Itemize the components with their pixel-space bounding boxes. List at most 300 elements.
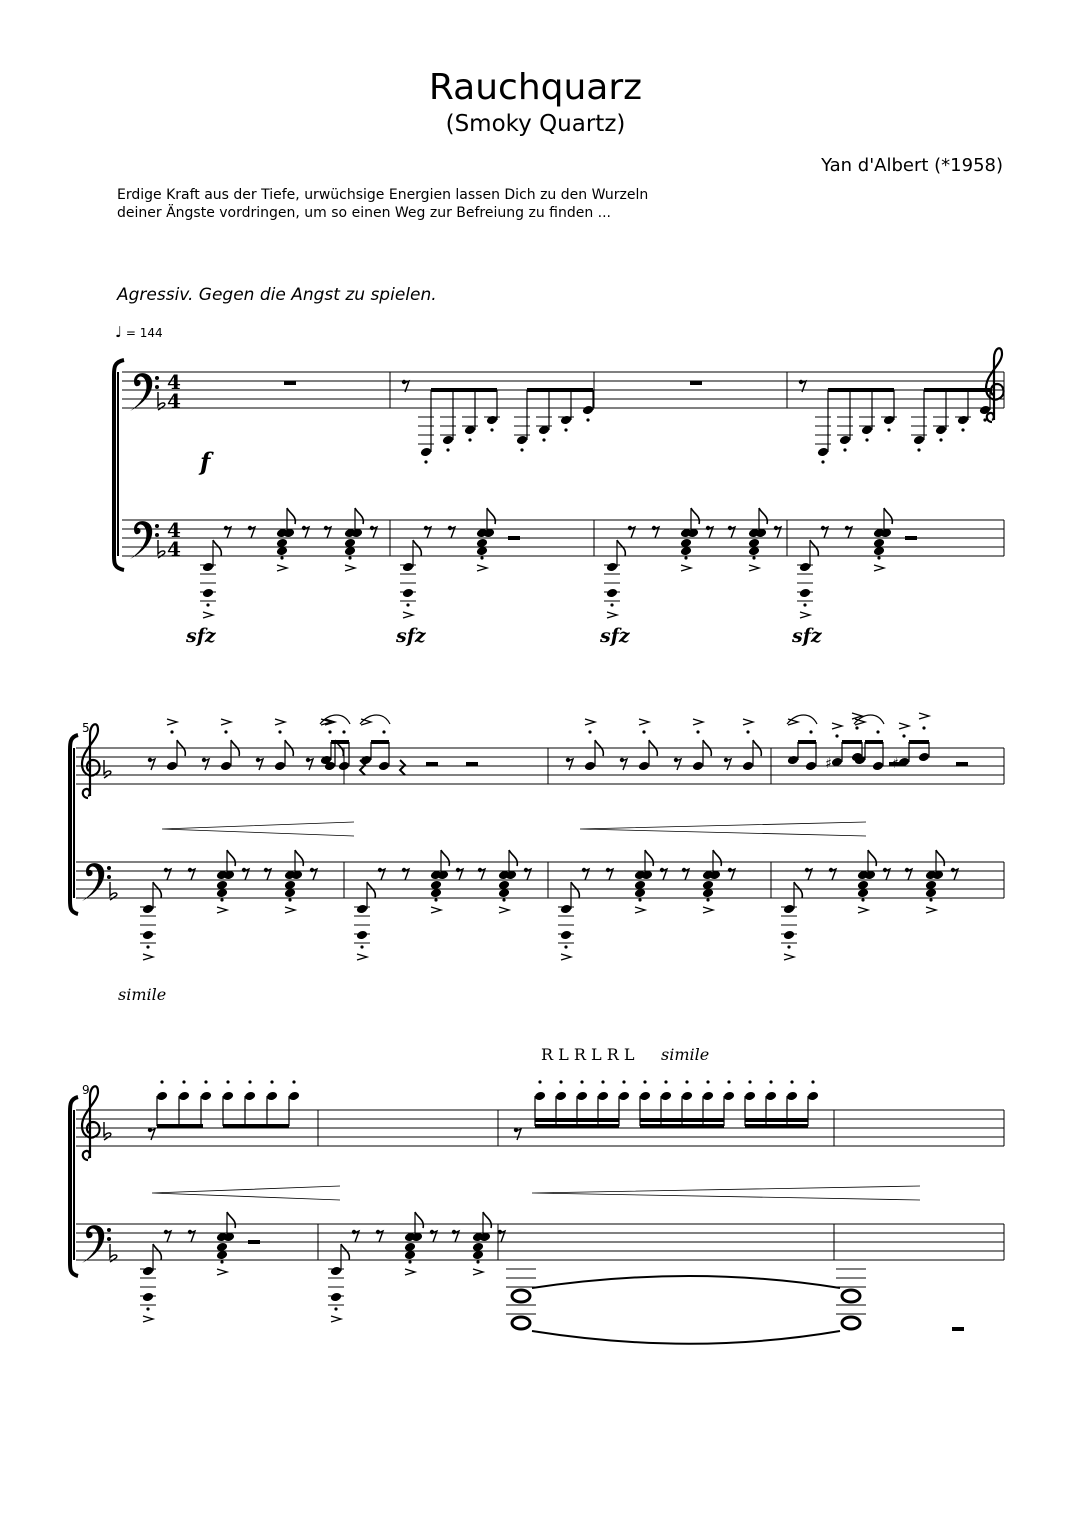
note-head — [486, 415, 498, 426]
staccato-dot — [360, 945, 363, 948]
staccato-dot — [170, 730, 173, 733]
eighth-rest — [324, 526, 331, 538]
eighth-rest — [821, 526, 828, 538]
eighth-rest — [370, 526, 377, 538]
note-head — [330, 1266, 342, 1277]
accent-mark — [473, 1269, 483, 1275]
accent-mark — [607, 612, 617, 618]
half-rest — [248, 1240, 260, 1244]
whole-note — [842, 1290, 860, 1302]
staccato-dot — [182, 1080, 185, 1083]
eighth-rest — [724, 758, 731, 770]
note-flag — [153, 1244, 161, 1260]
note-flag — [617, 540, 625, 556]
slur — [360, 715, 390, 724]
accent-mark — [800, 612, 810, 618]
system-1 — [114, 348, 1004, 647]
staccato-dot — [588, 730, 591, 733]
note-beam — [842, 740, 862, 744]
whole-rest — [284, 381, 296, 385]
note-head — [178, 1091, 190, 1102]
eighth-rest — [242, 868, 249, 880]
note-beam — [535, 1118, 619, 1122]
note-head — [560, 930, 572, 941]
note-head — [356, 904, 368, 915]
half-rest — [952, 1327, 964, 1331]
staff-3-bottom — [76, 1224, 1004, 1260]
accent-mark — [275, 719, 285, 725]
note-head — [702, 1091, 714, 1102]
note-beam — [371, 740, 389, 744]
staccato-dot — [559, 1080, 562, 1083]
accent-mark — [561, 954, 571, 960]
staccato-dot — [586, 418, 589, 421]
sticking-simile: simile — [661, 1045, 710, 1064]
flat-icon — [110, 882, 117, 900]
note-head — [576, 1091, 588, 1102]
note-head — [266, 1091, 278, 1102]
eighth-rest — [566, 758, 573, 770]
eighth-rest — [883, 868, 890, 880]
accent-mark — [345, 565, 355, 571]
system-3 — [70, 713, 1004, 1344]
whole-rest — [690, 381, 702, 385]
staccato-dot — [328, 730, 331, 733]
staccato-dot — [696, 730, 699, 733]
eighth-rest — [652, 526, 659, 538]
eighth-rest — [951, 868, 958, 880]
bass-clef-icon — [130, 373, 159, 411]
note-flag — [884, 508, 892, 524]
staccato-dot — [685, 1080, 688, 1083]
eighth-rest — [376, 1230, 383, 1242]
eighth-rest — [829, 868, 836, 880]
eighth-rest — [606, 868, 613, 880]
staccato-dot — [787, 945, 790, 948]
staccato-dot — [917, 448, 920, 451]
staccato-dot — [348, 556, 351, 559]
eighth-rest — [164, 1230, 171, 1242]
eighth-rest — [352, 1230, 359, 1242]
staccato-dot — [642, 730, 645, 733]
note-flag — [936, 850, 944, 866]
slur — [787, 715, 817, 724]
staccato-dot — [292, 1080, 295, 1083]
staccato-dot — [902, 734, 905, 737]
staccato-dot — [502, 898, 505, 901]
staccato-dot — [270, 1080, 273, 1083]
staccato-dot — [769, 1080, 772, 1083]
staccato-dot — [434, 898, 437, 901]
staccato-dot — [922, 726, 925, 729]
description-text: Erdige Kraft aus der Tiefe, urwüchsige Energien lassen Dich zu den Wurzeln deiner Ängste vordringen, um so einen Weg zur Befreiung zu finden ... — [117, 187, 649, 221]
accent-mark — [919, 713, 929, 719]
note-head — [555, 1091, 567, 1102]
staccato-dot — [280, 556, 283, 559]
note-head — [765, 1091, 777, 1102]
eighth-rest — [448, 526, 455, 538]
note-head — [560, 415, 572, 426]
page-subtitle: (Smoky Quartz) — [445, 111, 626, 137]
whole-note — [842, 1317, 860, 1329]
staccato-dot — [334, 1307, 337, 1310]
note-head — [660, 1091, 672, 1102]
accent-mark — [743, 719, 753, 725]
note-head — [606, 562, 618, 573]
half-rest — [426, 762, 438, 766]
note-head — [807, 1091, 819, 1102]
note-head — [742, 761, 754, 772]
bass-clef-icon — [82, 863, 111, 901]
eighth-rest — [628, 526, 635, 538]
composer: Yan d'Albert (*1958) — [821, 155, 1003, 176]
note-flag — [227, 1212, 235, 1228]
staccato-dot — [382, 730, 385, 733]
eighth-rest — [378, 868, 385, 880]
note-head — [560, 904, 572, 915]
note-flag — [213, 540, 221, 556]
note-head — [166, 761, 178, 772]
note-head — [288, 1091, 300, 1102]
note-beam — [431, 388, 497, 392]
note-flag — [487, 508, 495, 524]
staccato-dot — [843, 448, 846, 451]
staccato-dot — [204, 1080, 207, 1083]
note-head — [442, 435, 454, 446]
eighth-rest — [478, 868, 485, 880]
note-head — [618, 1091, 630, 1102]
staccato-dot — [224, 730, 227, 733]
note-beam — [157, 1124, 203, 1128]
note-head — [244, 1091, 256, 1102]
half-rest — [508, 536, 520, 540]
note-beam — [924, 388, 990, 392]
whole-note — [512, 1290, 530, 1302]
staccato-dot — [929, 898, 932, 901]
eighth-rest — [682, 868, 689, 880]
staccato-dot — [809, 730, 812, 733]
accent-mark — [639, 719, 649, 725]
accent-mark — [403, 612, 413, 618]
eighth-rest — [524, 868, 531, 880]
note-head — [606, 588, 618, 599]
staccato-dot — [160, 1080, 163, 1083]
accent-mark — [143, 954, 153, 960]
staccato-dot — [664, 1080, 667, 1083]
note-beam — [223, 1124, 289, 1128]
note-head — [805, 761, 817, 772]
staccato-dot — [638, 898, 641, 901]
staccato-dot — [865, 438, 868, 441]
treble-clef-icon — [82, 1086, 100, 1160]
eighth-rest — [148, 1128, 155, 1140]
note-head — [787, 755, 799, 766]
accent-mark — [221, 719, 231, 725]
accent-mark — [899, 723, 909, 729]
time-signature-bottom: 4 — [167, 537, 181, 561]
note-head — [330, 1292, 342, 1303]
note-head — [839, 435, 851, 446]
eighth-rest — [310, 868, 317, 880]
staccato-dot — [538, 1080, 541, 1083]
system-number: 9 — [82, 1083, 90, 1097]
note-flag — [645, 850, 653, 866]
eighth-rest — [660, 868, 667, 880]
note-beam — [745, 1124, 808, 1128]
note-head — [142, 1266, 154, 1277]
note-flag — [413, 540, 421, 556]
half-rest — [905, 536, 917, 540]
note-head — [918, 752, 930, 763]
staccato-dot — [564, 428, 567, 431]
note-head — [639, 1091, 651, 1102]
note-flag — [355, 508, 363, 524]
note-beam — [798, 740, 816, 744]
staccato-dot — [542, 438, 545, 441]
dynamic-sforzando: sfz — [600, 625, 630, 647]
staccato-dot — [288, 898, 291, 901]
staccato-dot — [803, 603, 806, 606]
accent-mark — [217, 907, 227, 913]
note-flag — [341, 1244, 349, 1260]
note-head — [402, 562, 414, 573]
note-flag — [415, 1212, 423, 1228]
accent-mark — [585, 719, 595, 725]
note-flag — [441, 850, 449, 866]
note-beam — [535, 1124, 619, 1128]
staccato-dot — [248, 1080, 251, 1083]
note-head — [142, 930, 154, 941]
eighth-rest — [148, 758, 155, 770]
note-head — [356, 930, 368, 941]
note-beam — [527, 388, 593, 392]
eighth-rest — [498, 1230, 505, 1242]
metronome-value: = 144 — [125, 326, 163, 340]
note-flag — [691, 508, 699, 524]
note-flag — [367, 882, 375, 898]
staccato-dot — [206, 603, 209, 606]
system-number: 5 — [82, 721, 90, 735]
accent-mark — [477, 565, 487, 571]
note-flag — [868, 850, 876, 866]
note-head — [817, 447, 829, 458]
note-head — [516, 435, 528, 446]
eighth-rest — [706, 526, 713, 538]
staccato-dot — [861, 898, 864, 901]
eighth-rest — [164, 868, 171, 880]
accent-mark — [635, 907, 645, 913]
staccato-dot — [278, 730, 281, 733]
note-head — [420, 447, 432, 458]
staccato-dot — [939, 438, 942, 441]
note-head — [274, 761, 286, 772]
accent-mark — [926, 907, 936, 913]
note-head — [744, 1091, 756, 1102]
accent-mark — [499, 907, 509, 913]
note-head — [378, 761, 390, 772]
note-flag — [287, 508, 295, 524]
eighth-rest — [402, 868, 409, 880]
dynamic-sforzando: sfz — [186, 625, 216, 647]
half-rest — [956, 762, 968, 766]
staccato-dot — [564, 945, 567, 948]
note-flag — [810, 540, 818, 556]
note-head — [142, 1292, 154, 1303]
staccato-dot — [220, 1260, 223, 1263]
sharp-icon: ♯ — [892, 756, 899, 772]
note-head — [681, 1091, 693, 1102]
eighth-rest — [248, 526, 255, 538]
eighth-rest — [456, 868, 463, 880]
accent-mark — [693, 719, 703, 725]
tie — [532, 1331, 840, 1344]
note-flag — [509, 850, 517, 866]
note-head — [222, 1091, 234, 1102]
staccato-dot — [146, 945, 149, 948]
dynamic-forte: f — [200, 447, 211, 476]
eighth-rest — [302, 526, 309, 538]
accent-mark — [167, 719, 177, 725]
accent-mark — [858, 907, 868, 913]
dynamic-sforzando: sfz — [396, 625, 426, 647]
quarter-rest — [400, 760, 405, 775]
eighth-rest — [514, 1128, 521, 1140]
staccato-dot — [480, 556, 483, 559]
eighth-rest — [256, 758, 263, 770]
note-beam — [909, 740, 929, 744]
notes-system-3 — [140, 713, 968, 1322]
eighth-rest — [306, 758, 313, 770]
staccato-dot — [146, 1307, 149, 1310]
accent-mark — [681, 565, 691, 571]
dynamic-sforzando: sfz — [792, 625, 822, 647]
expression-simile: simile — [118, 985, 167, 1004]
hairpin — [532, 1186, 920, 1200]
time-signature-top: 4 — [167, 370, 181, 394]
sharp-icon: ♯ — [825, 756, 832, 772]
eighth-rest — [430, 1230, 437, 1242]
note-head — [872, 761, 884, 772]
staccato-dot — [342, 730, 345, 733]
note-flag — [713, 850, 721, 866]
note-beam — [865, 740, 883, 744]
eighth-rest — [452, 1230, 459, 1242]
decrescendo-hairpin — [152, 1186, 340, 1200]
eighth-rest — [774, 526, 781, 538]
staccato-dot — [877, 556, 880, 559]
accent-mark — [285, 907, 295, 913]
note-flag — [794, 882, 802, 898]
note-flag — [295, 850, 303, 866]
system-2 — [70, 713, 1004, 1004]
note-head — [202, 588, 214, 599]
whole-note — [512, 1317, 530, 1329]
sticking-text: R L R L R L — [541, 1045, 635, 1064]
staccato-dot — [610, 603, 613, 606]
staccato-dot — [490, 428, 493, 431]
note-flag — [483, 1212, 491, 1228]
note-head — [799, 562, 811, 573]
eighth-rest — [845, 526, 852, 538]
staccato-dot — [835, 734, 838, 737]
note-head — [783, 904, 795, 915]
note-flag — [153, 882, 161, 898]
staccato-dot — [961, 428, 964, 431]
eighth-rest — [905, 868, 912, 880]
treble-clef-icon — [82, 724, 100, 798]
staccato-dot — [622, 1080, 625, 1083]
staccato-dot — [752, 556, 755, 559]
staccato-dot — [424, 460, 427, 463]
staccato-dot — [706, 1080, 709, 1083]
staccato-dot — [643, 1080, 646, 1083]
note-head — [360, 755, 372, 766]
staccato-dot — [520, 448, 523, 451]
note-head — [584, 761, 596, 772]
eighth-rest — [728, 526, 735, 538]
staccato-dot — [811, 1080, 814, 1083]
note-beam — [331, 740, 349, 744]
staccato-dot — [887, 428, 890, 431]
staccato-dot — [790, 1080, 793, 1083]
staccato-dot — [408, 1260, 411, 1263]
staccato-dot — [855, 726, 858, 729]
note-head — [913, 435, 925, 446]
accent-mark — [703, 907, 713, 913]
note-head — [786, 1091, 798, 1102]
accent-mark — [874, 565, 884, 571]
staccato-dot — [706, 898, 709, 901]
staccato-dot — [468, 438, 471, 441]
note-head — [200, 1091, 212, 1102]
note-beam — [640, 1124, 724, 1128]
slur — [854, 715, 884, 724]
note-head — [534, 1091, 546, 1102]
staccato-dot — [746, 730, 749, 733]
half-rest — [466, 762, 478, 766]
note-beam — [745, 1118, 808, 1122]
accent-mark — [405, 1269, 415, 1275]
quarter-note-icon: ♩ — [115, 323, 123, 341]
staccato-dot — [406, 603, 409, 606]
note-head — [799, 588, 811, 599]
time-signature-bottom: 4 — [167, 389, 181, 413]
eighth-rest — [264, 868, 271, 880]
note-head — [582, 405, 594, 416]
accent-mark — [832, 723, 842, 729]
notes-system-2 — [140, 713, 958, 960]
bass-clef-icon — [82, 1225, 111, 1263]
tie — [532, 1276, 840, 1288]
accent-mark — [203, 612, 213, 618]
staccato-dot — [601, 1080, 604, 1083]
eighth-rest — [224, 526, 231, 538]
bass-clef-icon — [130, 521, 159, 559]
staccato-dot — [727, 1080, 730, 1083]
note-head — [338, 761, 350, 772]
staccato-dot — [748, 1080, 751, 1083]
accent-mark — [143, 1316, 153, 1322]
staccato-dot — [580, 1080, 583, 1083]
staccato-dot — [226, 1080, 229, 1083]
note-head — [692, 761, 704, 772]
staccato-dot — [476, 1260, 479, 1263]
eighth-rest — [188, 868, 195, 880]
note-flag — [227, 850, 235, 866]
accent-mark — [431, 907, 441, 913]
note-head — [783, 930, 795, 941]
note-head — [402, 588, 414, 599]
